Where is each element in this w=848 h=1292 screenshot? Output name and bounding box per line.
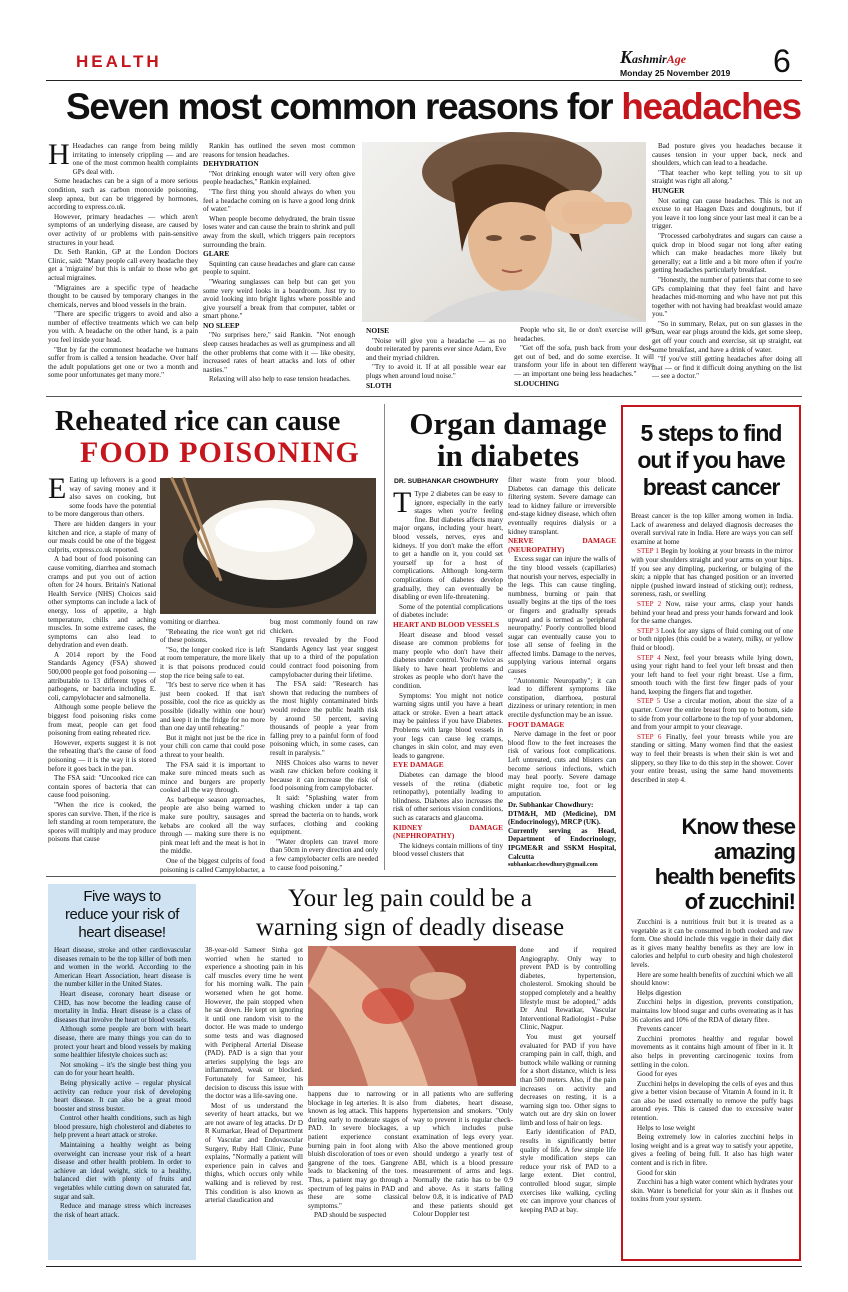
para: People who sit, lie or don't exercise will get headaches. — [514, 326, 654, 343]
para: Rankin has outlined the seven most common reasons for tension headaches. — [203, 142, 355, 159]
sub-dehydration: DEHYDRATION — [203, 159, 259, 169]
diabetes-col-1 — [393, 486, 503, 870]
para: NHS Choices also warns to never wash raw chicken before cooking it because it can increase the risk of food poisoning from campylobacter. — [270, 758, 378, 793]
leg-col-1 — [205, 946, 303, 1260]
headache-col-5 — [652, 142, 802, 392]
para: bug most commonly found on raw chicken. — [270, 618, 378, 635]
para: There are hidden dangers in your kitchen and rice, a staple of many of our meals could be one of the biggest culprits, express.co.uk reported. — [48, 519, 156, 554]
para: Control other health conditions, such as high blood pressure, high cholesterol and diabetes to help prevent a heart attack or stroke. — [54, 1114, 191, 1140]
para: filter waste from your blood. Diabetes can damage this delicate filtering system. Severe damage can lead to kidney failure or irreversible end-stage kidney disease, which often eventually requires dialysis or a kidney transplant. — [508, 476, 616, 536]
sub-slouching: SLOUCHING — [514, 378, 560, 388]
para: "Water droplets can travel more than 50cm in every direction and only a few campylobacter cells are needed to cause food poisoning." — [270, 837, 378, 872]
para: happens due to narrowing or blockage in leg arteries. It is also known as leg attack. This happens during early to moderate stages of PAD. In severe blockages, a patient experience constant burning pain in foot along with bluish discoloration of toes or even gangrene of the toes. Gangrene leads to blackening of the toes. Thus, a patient may go through a spectrum of leg pains in PAD and these are some classical symptoms." — [308, 1090, 408, 1210]
para: Squinting can cause headaches and glare can cause people to squint. — [203, 259, 355, 277]
para: vomiting or diarrhea. — [160, 618, 221, 626]
para: "No surprises here," said Rankin. "Not enough sleep causes headaches as well as grumpiness and all the other problems that come with it — like obesity, increased rates of heart attacks and lots of other nasties." — [203, 331, 355, 374]
sub-kidney-damage: KIDNEY DAMAGE (NEPHROPATHY) — [393, 822, 503, 841]
rice-col-1 — [48, 472, 156, 866]
drop-cap: H — [48, 138, 70, 171]
headache-photo — [362, 142, 646, 322]
author-degrees: DTM&H, MD (Medicine), DM (Endocrinology), MRCP (UK). — [508, 809, 616, 827]
rice-col-2 — [160, 618, 265, 874]
masthead-ashmir: ashmir — [632, 52, 667, 66]
zucchini-headline-1: Know these — [681, 814, 795, 839]
leg-col-3 — [413, 1090, 513, 1260]
para: Not eating can cause headaches. This is not an excuse to eat Haagen Dazs and doughnuts, but if you leave it too long since your last meal it can be a trigger. — [652, 196, 802, 231]
para: Here are some health benefits of zucchini which we all should know: — [631, 970, 793, 988]
para: Excess sugar can injure the walls of the tiny blood vessels (capillaries) that nourish your nerves, especially in the legs. This can cause tingling, numbness, burning or pain that usually begins at the tips of the toes or fingers and gradually spreads upward and is termed as 'peripheral neuropathy.' Poorly controlled blood sugar can eventually cause you to lose all sense of feeling in the affected limbs. Damage to the nerves, supplying various internal organs causes — [508, 555, 616, 676]
masthead — [620, 47, 686, 68]
leg-headline — [205, 884, 615, 942]
para: Zucchini is a nutritious fruit but it is treated as a vegetable as it can be consumed in both cooked and raw form. One should include this veggie in their daily diet as it gives many healthy benefits as they are low in calories and helpful to curb obesity and high cholesterol levels. — [631, 918, 793, 969]
para: Dr. Seth Rankin, GP at the London Doctors Clinic, said: "Many people call every headache they get a 'migraine' but this is unfair to those who get actual migraines. — [48, 248, 198, 282]
para: Being extremely low in calories zucchini helps in losing weight and is a great way to satisfy your appetite, gives a feeling of being full. It also has high water content and is rich in fibre. — [631, 1133, 793, 1168]
leg-photo — [308, 946, 516, 1086]
step-label: STEP 4 — [637, 653, 661, 662]
step-label: STEP 3 — [637, 626, 659, 635]
headache-noise — [366, 326, 506, 390]
heart-headline — [50, 888, 194, 942]
para: Type 2 diabetes can be easy to ignore, especially in the early stages when you're feeling fine. But diabetes affects many major organs, including your heart, blood vessels, nerves, eyes and kidneys. If you don't make the effort to get a handle on it, you could set yourself up for a host of complications. Although long-term complications of diabetes develop gradually, they can eventually be disabling or even life-threatening. — [393, 490, 503, 602]
subhead: Helps to lose weight — [637, 1123, 696, 1132]
para: The kidneys contain millions of tiny blood vessel clusters that — [393, 841, 503, 859]
para: However, experts suggest it is not the reheating that's the cause of food poisoning — it is the way it is stored before it goes back in the pan. — [48, 738, 156, 773]
para: A bad bout of food poisoning can cause vomiting, diarrhea and stomach cramps and put you out of action often for 24 hours. Britain's National Health Service (NHS) Choices said other symptoms can include a lack of energy, loss of appetite, a high temperature, chills and aching muscles. In some extreme cases, the symptoms can also lead to dehydration and even death. — [48, 555, 156, 650]
footer-rule — [46, 1266, 802, 1267]
zucchini-body — [631, 918, 793, 1256]
para: in all patients who are suffering from diabetes, heart disease, hypertension and smokers. "Only way to prevent it is regular check-up which includes pulse examination of legs every year. Also the above mentioned group should undergo a yearly test of ABI, which is a blood pressure measurement of arms and legs. Normally the ratio has to be 0.9 and above. As it starts falling below 0.8, it is indicative of PAD and these patients should get Colour Doppler test — [413, 1090, 513, 1219]
heart-headline-3: heart disease! — [78, 924, 166, 941]
headache-col-2 — [203, 142, 355, 390]
divider — [46, 876, 616, 877]
para: 38-year-old Sameer Sinha got worried when he started to experience a shooting pain in his calf muscles every time he went for his morning walk. The pain worsened when he got home. However, the pain stopped when he sat down. He kept on ignoring it until one random visit to the doctor. He was made to undergo some tests and was diagnosed with Peripheral Arterial Disease (PAD). PAD is a sign that your arteries supplying the legs are inflammated, weak or blocked. Fortunately for Sameer, his decision to discuss this issue with the doctor was a life-saving one. — [205, 946, 303, 1101]
para: "Autonomic Neuropathy"; it can lead to different symptoms like constipation, diarrhoea, postural dizziness or urinary retention; in men erectile dysfunction may be an issue. — [508, 676, 616, 720]
para: Although some people are born with heart disease, there are many things you can do to protect your heart and blood vessels by making some healthier lifestyle choices such as: — [54, 1025, 191, 1060]
section-label: HEALTH — [76, 52, 162, 71]
para: However, primary headaches — which aren't symptoms of an underlying disease, are caused by over activity of or problems with pain-sensitive structures in your head. — [48, 212, 198, 247]
header-rule — [46, 80, 802, 81]
step-text: Look for any signs of fluid coming out of one or both nipples (this could be a watery, milky, or yellow fluid or blood). — [631, 626, 793, 652]
diabetes-headline-2: in diabetes — [436, 438, 580, 473]
para: Relaxing will also help to ease tension headaches. — [209, 375, 351, 384]
author-role: Currently serving as Head, Department of Endocrinology, IPGME&R and SSKM Hospital, Calcutta — [508, 826, 616, 861]
para: "Processed carbohydrates and sugars can cause a quick drop in blood sugar not long after eating which can make headaches more likely but generally; eat a little and a bit more often if you're getting headaches particularly breakfast. — [652, 231, 802, 275]
byline: DR. SUBHANKAR CHOWDHURY — [394, 478, 499, 485]
step-label: STEP 1 — [637, 547, 659, 556]
sub-heart-vessels: HEART AND BLOOD VESSELS — [393, 619, 500, 629]
para: "So, the longer cooked rice is left at room temperature, the more likely it is that poisons produced could stop the rice being safe to eat. — [160, 645, 265, 680]
step-text: Next, feel your breasts while lying down, using your right hand to feel your left breast and then your left hand to feel your right breast. Use a firm, smooth touch with the first few finger pads of your hand, keeping the fingers flat and together. — [631, 653, 793, 696]
step-2 — [631, 600, 793, 626]
step-label: STEP 6 — [637, 732, 662, 741]
para: Reduce and manage stress which increases the risk of heart attack. — [54, 1202, 191, 1219]
para: Early identification of PAD, results in significantly better quality of life. A few simple life style modification steps can reduce your risk of PAD to a large extent. Diet control, controlled blood sugar, simple exercises like walking, cycling etc can improve your chances of keeping PAD at bay. — [520, 1128, 616, 1214]
para: Eating up leftovers is a good way of saving money and it also saves on cooking, but some foods have the potential to be more dangerous than others. — [48, 476, 156, 519]
drop-cap: E — [48, 472, 67, 505]
woman-headache-illustration — [362, 142, 646, 322]
rice-photo — [160, 478, 376, 614]
subhead: Helps digestion — [637, 988, 682, 997]
leg-headline-2: warning sign of deadly disease — [255, 914, 565, 941]
para: Zucchini has a high water content which hydrates your skin. Water is beneficial for your skin as it flushes out toxins from your system. — [631, 1178, 793, 1204]
para: done and if required Angiography. Only way to prevent PAD is by controlling diabetes, hypertension, cholesterol. Smoking should be stopped completely and a healthy lifestyle must be adopted," adds Dr Atul Rewatkar, Vascular Interventional Radiologist - Pulse Clinic, Nagpur. — [520, 946, 616, 1032]
para: Zucchini promotes healthy and regular bowel movements as it contains high amount of fiber in it. It also helps in preventing carcinogenic toxins from settling in the colon. — [631, 1034, 793, 1069]
headline-red: headaches — [621, 86, 801, 127]
para: Heart disease, stroke and other cardiovascular diseases remain to be the top killer of both men and women in the world. According to the American Heart Association, heart disease is the number killer in the United States. — [54, 946, 191, 989]
para: Heart disease, coronary heart disease or CHD, has now become the leading cause of mortality in India. Heart disease is a class of diseases that involve the heart or blood vessels. — [54, 989, 191, 1024]
para: "Wearing sunglasses can help but can get you some very weird looks in a boardroom. Just try to avoid looking into bright lights where possible and give yourself a break from that computer, tablet or smart phone." — [203, 277, 355, 321]
para: Some headaches can be a sign of a more serious condition, such as carbon monoxide poisoning, sleep apnea, but can be triggered by hormones, according to express.co.uk. — [48, 177, 198, 212]
para: Being physically active – regular physical activity can reduce your risk of developing heart disease. It can also be a great mood booster and stress buster. — [54, 1078, 191, 1113]
step-4 — [631, 654, 793, 697]
para: Some of the potential complications of diabetes include: — [393, 602, 503, 620]
zucchini-headline-4: of zucchini! — [684, 889, 795, 914]
para: Diabetes can damage the blood vessels of the retina (diabetic retinopathy), potentially leading to blindness. Diabetes also increases the risk of other serious vision conditions, such as cataracts and glaucoma. — [393, 771, 503, 822]
para: "When the rice is cooked, the spores can survive. Then, if the rice is left standing at room temperature, the spores will multiply and may produce poisons that cause — [48, 800, 156, 844]
sub-sloth: SLOTH — [366, 380, 392, 390]
para: You must get yourself evaluated for PAD if you have cramping pain in calf, thigh, and buttock while walking or running for a short distance, which is less than 500 meters. Also, if the pain increases on activity and decreases on resting, it is a warning sign too. Other signs to watch out are dry skin on lower limb and loss of hair on legs. — [520, 1032, 616, 1127]
leg-col-4 — [520, 946, 616, 1260]
sub-foot-damage: FOOT DAMAGE — [508, 719, 565, 729]
breast-headline — [626, 420, 796, 501]
para: Zucchini helps in developing the cells of eyes and thus give a better vision because of Vitamin A found in it. It can also be used externally to remove the puffy bags around eyes. This is caused due to excessive water retention. — [631, 1079, 793, 1123]
para: "Reheating the rice won't get rid of these poisons. — [160, 627, 265, 645]
sub-nerve-damage: NERVE DAMAGE (NEUROPATHY) — [508, 536, 616, 554]
para: Headaches can range from being mildly irritating to intensely crippling — and are one of the most common health complaints GPs deal with. — [72, 142, 198, 176]
para: Symptoms: You might not notice warning signs until you have a heart attack or stroke. Even a heart attack may be painless if you have Diabetes. Problems with large blood vessels in your legs can cause leg cramps, changes in skin color, and may even leads to gangrene. — [393, 691, 503, 760]
author-name: Dr. Subhankar Chowdhury: — [508, 800, 594, 809]
leg-headline-1: Your leg pain could be a — [288, 885, 532, 912]
para: As barbeque season approaches, people are also being warned to make sure poultry, sausages and kebabs are cooked all the way through — making sure there is no pink meat left and the meat is hot in the middle. — [160, 795, 265, 856]
zucchini-headline — [630, 814, 795, 914]
breast-headline-2: out if you have — [637, 447, 785, 473]
step-text: Begin by looking at your breasts in the mirror with your shoulders straight and your arms on your hips. If you see any dimpling, puckering, or bulging of the skin; a nipple that has changed position or an inverted nipple (pushed inward instead of sticking out); redness, soreness, rash, or swelling — [631, 547, 793, 599]
step-text: Use a circular motion, about the size of a quarter. Cover the entire breast from top to bottom, side to side from your collarbone to the top of your abdomen, and from your armpit to your cleavage. — [631, 697, 793, 732]
subhead: Good for eyes — [637, 1070, 678, 1079]
para: The FSA said it is important to make sure minced meats such as mince and burgers are properly cooked all the way through. — [160, 760, 265, 795]
headache-headline — [66, 86, 801, 128]
step-1 — [631, 547, 793, 599]
step-3 — [631, 627, 793, 653]
heart-body — [54, 946, 191, 1258]
divider — [384, 404, 385, 870]
para: "Not drinking enough water will very often give people headaches," Rankin explained. — [203, 169, 355, 187]
headache-col-1 — [48, 138, 198, 392]
para: Breast cancer is the top killer among women in India. Lack of awareness and delayed diagnosis decreases the overall survival rate in India. Here are ways you can self examine at home — [631, 512, 793, 546]
rice-col-3 — [270, 618, 378, 872]
diabetes-col-2 — [508, 476, 616, 870]
para: Figures revealed by the Food Standards Agency last year suggest that up to a third of the population could contract food poisoning from campylobacter during their lifetime. — [270, 636, 378, 679]
para: "But by far the commonest headache we humans suffer from is called a tension headache. Over half the adult populations get one or two a month and some poor unfortunates get many more." — [48, 345, 198, 380]
para: It said: "Splashing water from washing chicken under a tap can spread the bacteria on to hands, work surfaces, clothing and cooking equipment. — [270, 793, 378, 837]
rice-bowl-illustration — [160, 478, 376, 614]
para: Nerve damage in the feet or poor blood flow to the feet increases the risk of various foot complications. Left untreated, cuts and blisters can become serious infections, which may heal poorly. Severe damage might require toe, foot or leg amputation. — [508, 730, 616, 799]
para: "That teacher who kept telling you to sit up straight was right all along." — [652, 168, 802, 186]
leg-pain-illustration — [308, 946, 516, 1086]
para: "Noise will give you a headache — as no doubt reiterated by parents ever since Adam, Eve and their myriad children. — [366, 336, 506, 362]
heart-headline-2: reduce your risk of — [65, 906, 179, 923]
para: "It's best to serve rice when it has just been cooked. If that isn't possible, cool the rice as quickly as possible (ideally within one hour) and keep it in the fridge for no more than one day until reheating." — [160, 681, 265, 733]
sub-eye-damage: EYE DAMAGE — [393, 760, 444, 770]
drop-cap: T — [393, 486, 412, 519]
breast-headline-1: 5 steps to find — [640, 420, 782, 446]
step-label: STEP 5 — [637, 697, 661, 706]
rice-headline-2: FOOD POISONING — [80, 436, 360, 469]
para: Heart disease and blood vessel disease are common problems for many people who don't have their diabetes under control. You're twice as likely to have heart problems and strokes as people who don't have the condition. — [393, 630, 503, 691]
para: Not smoking – it's the single best thing you can do for your heart health. — [54, 1060, 191, 1078]
sub-hunger: HUNGER — [652, 185, 685, 195]
para: "The first thing you should always do when you feel a headache coming on is have a good long drink of water." — [203, 187, 355, 214]
author-email: subhankar.chowdhury@gmail.com — [508, 862, 598, 869]
para: PAD should be suspected — [314, 1211, 387, 1220]
masthead-k: K — [620, 47, 633, 67]
divider — [46, 396, 802, 397]
subhead: Good for skin — [637, 1168, 677, 1177]
para: The FSA said: "Uncooked rice can contain spores of bacteria that can cause food poisoning. — [48, 774, 156, 800]
breast-body — [631, 512, 793, 832]
para: "Honestly, the number of patients that come to see GPs complaining that they feel faint and have headaches mid-morning and who have not put this together with not having had breakfast would amaze you." — [652, 275, 802, 319]
para: A 2014 report by the Food Standards Agency (FSA) showed 500,000 people got food poisoning — attributable to 13 different types of pathogens, or bacteria including E. coli, campylobacter and salmonella. — [48, 650, 156, 702]
para: "Migraines are a specific type of headache thought to be caused by temporary changes in the chemicals, nerves and blood vessels in the brain. — [48, 283, 198, 309]
para: "So in summary, Relax, put on sun glasses in the Sun, wear ear plugs around the kids, get some sleep, get off your couch and exercise, sit up straight, eat some breakfast, and have a drink of water. — [652, 319, 802, 354]
subhead: Prevents cancer — [637, 1025, 682, 1034]
sub-noise: NOISE — [366, 326, 390, 335]
leg-col-2 — [308, 1090, 408, 1260]
para: "If you've still getting headaches after doing all that — or find it difficult doing anything on the list — see a doctor." — [652, 355, 802, 381]
breast-headline-3: breast cancer — [642, 474, 780, 500]
para: When people become dehydrated, the brain tissue loses water and can cause the brain to shrink and pull away from the skull, which triggers pain receptors surrounding the brain. — [203, 214, 355, 249]
para: But it might not just be the rice in your chili con carne that could pose a threat to your health. — [160, 733, 265, 759]
headline-black: Seven most common reasons for — [66, 86, 622, 127]
diabetes-headline-1: Organ damage — [409, 406, 607, 441]
para: The FSA said: "Research has shown that reducing the numbers of the most highly contaminated birds would reduce the public health risk by around 50 percent, saving thousands of people a year from falling prey to a painful form of food poisoning which, in some cases, can result in paralysis." — [270, 680, 378, 757]
para: "There are specific triggers to avoid and also a number of effective treatments which we can help you with. A headache on the other hand, is a pain you feel inside your head. — [48, 310, 198, 345]
step-label: STEP 2 — [637, 599, 662, 608]
step-6 — [631, 733, 793, 785]
zucchini-headline-3: health benefits — [654, 864, 795, 889]
zucchini-headline-2: amazing — [713, 839, 795, 864]
para: One of the biggest culprits of food poisoning is called Campylobacter, a — [160, 857, 265, 874]
para: Although some people believe the biggest food poisoning risks come from meat, people can get food poisoning from eating reheated rice. — [48, 703, 156, 738]
rice-headline-1: Reheated rice can cause — [55, 406, 341, 437]
para: Zucchini helps in digestion, prevents constipation, maintains low blood sugar and curbs overeating as it has 36 calories and 10% of the RDA of dietary fibre. — [631, 998, 793, 1024]
masthead-age: Age — [666, 52, 687, 66]
para: "Get off the sofa, push back from your desk, get out of bed, and do some exercise. It will transform your life in about ten different ways — an important one being less headaches." — [514, 344, 654, 378]
para: Most of us understand the severity of heart attacks, but we are not aware of leg attacks. Dr D R Kumarkar, Head of Department of Vascular and Endovascular Surgery, Ruby Hall Clinic, Pune explains, "Normally a patient will experience pain in calves and thighs, which occurs only while walking and is relieved by rest. This condition is also known as arterial claudication and — [205, 1101, 303, 1205]
step-5 — [631, 697, 793, 731]
para: "Try to avoid it. If at all possible wear ear plugs when around loud noise." — [366, 363, 506, 380]
para: Bad posture gives you headaches because it causes tension in your upper back, neck and shoulders, which can lead to a headache. — [652, 142, 802, 168]
step-text: Finally, feel your breasts while you are standing or sitting. Many women find that the easiest way to feel their breasts is when their skin is wet and slippery, so they like to do this step in the shower. Cover your entire breast, using the same hand movements described in step 4. — [631, 732, 793, 784]
sub-glare: GLARE — [203, 249, 230, 259]
sub-no-sleep: NO SLEEP — [203, 320, 240, 330]
para: Maintaining a healthy weight as being overweight can increase your risk of a heart disease and other health problem. In order to achieve an ideal weight, stick to a healthy, balanced diet with plenty of fruits and vegetables while cutting down on saturated fat, sugar and salt. — [54, 1141, 191, 1201]
heart-headline-1: Five ways to — [83, 888, 161, 905]
step-text: Now, raise your arms, clasp your hands behind your head and press your hands forward and look for the same changes. — [631, 599, 793, 626]
headache-sloth — [514, 326, 654, 390]
issue-date: Monday 25 November 2019 — [620, 68, 731, 78]
page-number: 6 — [773, 43, 791, 79]
